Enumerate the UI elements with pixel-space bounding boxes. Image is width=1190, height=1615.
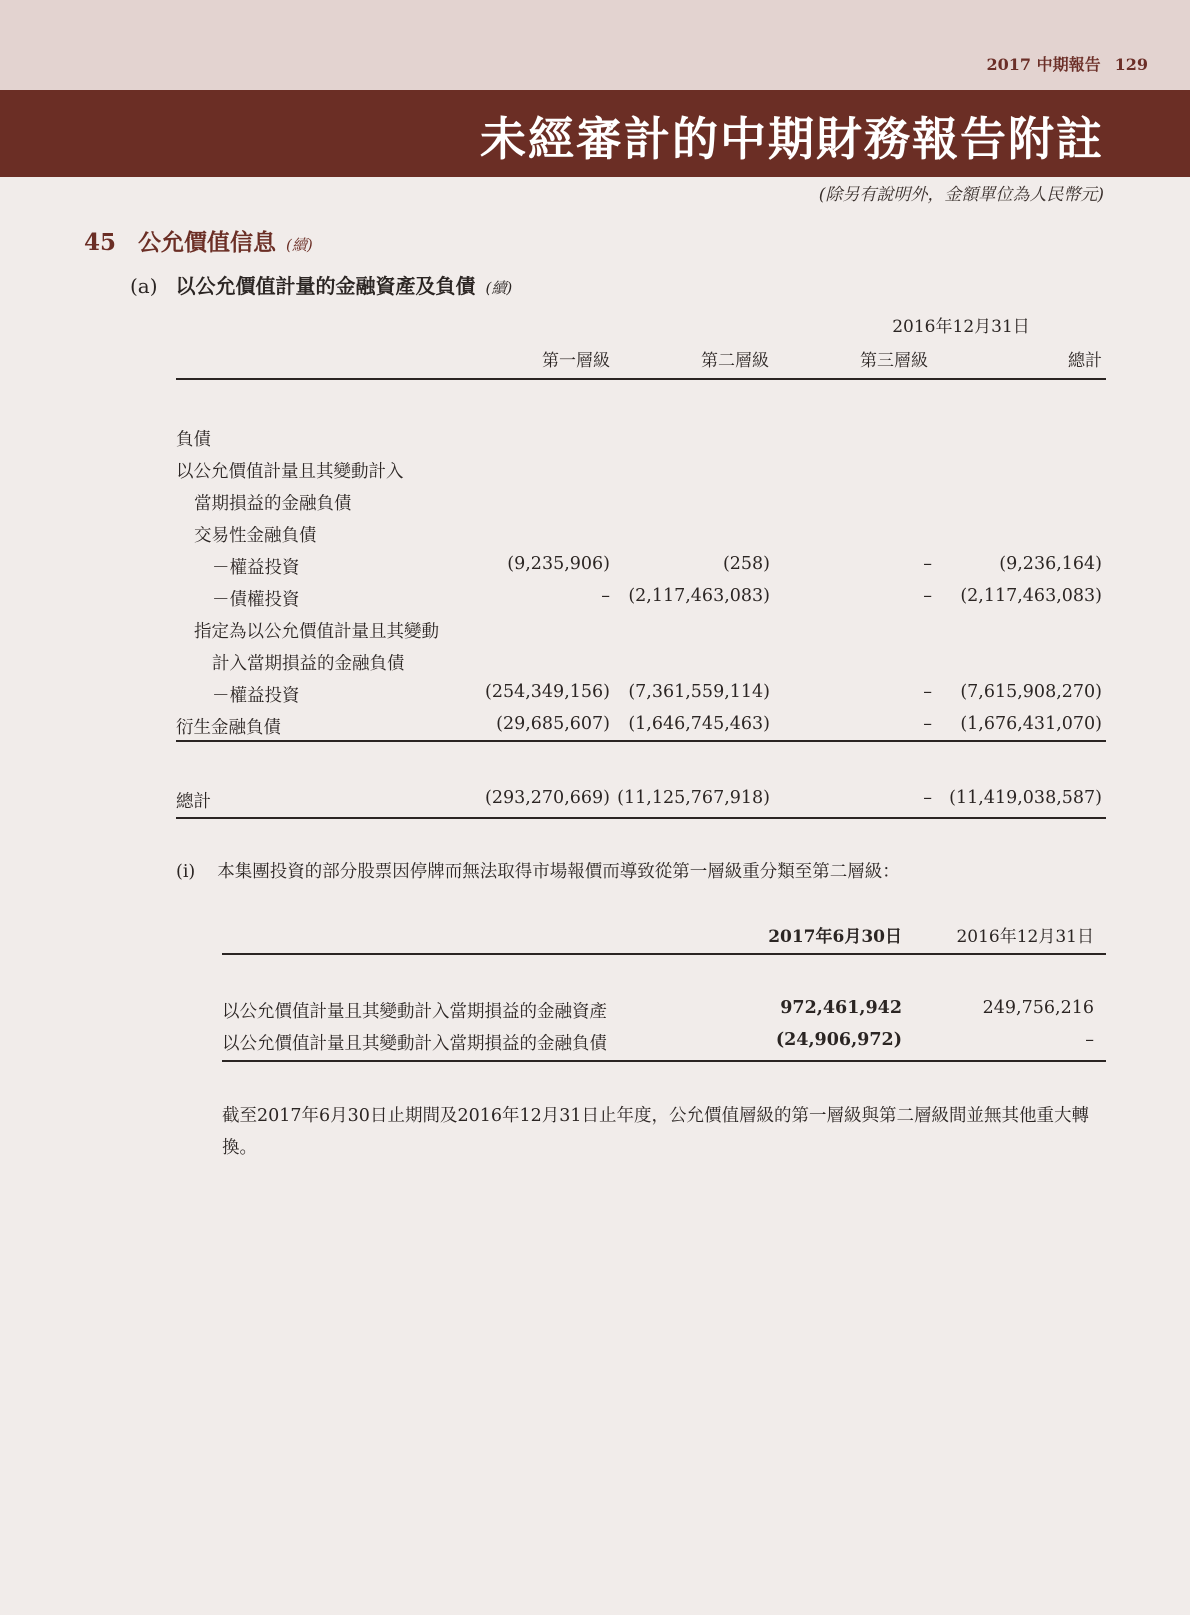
cell-level-3: – [923,554,932,574]
table-b-bottom-rule [222,1060,1106,1062]
col-2017-jun: 2017年6月30日 [768,927,902,947]
note-text: 本集團投資的部分股票因停牌而無法取得市場報價而導致從第一層級重分類至第二層級： [217,862,900,882]
row-label: 指定為以公允價值計量且其變動 [194,622,439,642]
subtotal-rule [176,740,1106,742]
cell-level-1: – [601,586,610,606]
top-band [0,0,1190,90]
table-column-headers [176,346,1106,370]
subsection-cont: (續) [485,279,513,297]
closing-paragraph: 截至2017年6月30日止期間及2016年12月31日止年度，公允價值層級的第一層級與第二層級間並無其他重大轉換。 [222,1106,1090,1158]
section-cont: (續) [286,236,313,254]
table-row [222,994,1106,1026]
row-label: 以公允價值計量且其變動計入當期損益的金融資產 [222,1002,607,1022]
page-title: 未經審計的中期財務報告附註 [480,112,1104,166]
cell-total: (7,615,908,270) [960,682,1102,702]
table-row [176,710,1106,742]
table-row [176,518,1106,550]
row-label: －權益投資 [212,686,300,706]
cell-level-2: (258) [722,554,770,574]
col-level-2: 第二層級 [701,351,769,371]
cell-level-1: (9,235,906) [507,554,610,574]
table-row [176,486,1106,518]
total-rule [176,817,1106,819]
total-row [176,784,1106,816]
col-2016-dec: 2016年12月31日 [956,927,1094,947]
table-row [176,614,1106,646]
row-label: 當期損益的金融負債 [194,494,352,514]
table-row [176,582,1106,614]
total-level-1: (293,270,669) [485,788,610,808]
cell-level-1: (254,349,156) [485,682,610,702]
table-b-header-rule [222,953,1106,955]
table-row [222,1026,1106,1058]
row-label: 交易性金融負債 [194,526,317,546]
unit-note: (除另有說明外，金額單位為人民幣元) [818,185,1104,205]
total-level-3: – [923,788,932,808]
title-bar [0,90,1190,177]
col-total: 總計 [1068,351,1102,371]
cell-level-1: (29,685,607) [496,714,610,734]
cell-total: (9,236,164) [999,554,1102,574]
cell-2016-dec: – [1085,1030,1094,1050]
cell-total: (2,117,463,083) [960,586,1102,606]
table-row [176,454,1106,486]
row-label: －債權投資 [212,590,300,610]
table-row [176,422,1106,454]
page-number: 129 [1114,55,1148,74]
cell-2016-dec: 249,756,216 [982,998,1094,1018]
table-rows [176,422,1106,742]
col-level-3: 第三層級 [860,351,928,371]
row-label: 以公允價值計量且其變動計入當期損益的金融負債 [222,1034,607,1054]
row-label: －權益投資 [212,558,300,578]
cell-level-2: (2,117,463,083) [628,586,770,606]
total-label: 總計 [176,792,211,812]
table-date-header: 2016年12月31日 [892,317,1030,337]
cell-level-2: (7,361,559,114) [628,682,770,702]
cell-2017-jun: (24,906,972) [775,1030,902,1050]
note-label: (i) [176,862,196,882]
subsection-title: 以公允價值計量的金融資產及負債 [175,274,476,298]
section-title: 公允價值信息 [138,229,277,256]
cell-total: (1,676,431,070) [960,714,1102,734]
table-row [176,678,1106,710]
table-header-rule [176,378,1106,380]
total-total: (11,419,038,587) [949,788,1102,808]
running-header [986,52,1148,75]
row-label: 以公允價值計量且其變動計入 [176,462,404,482]
report-name: 2017 中期報告 [986,55,1101,74]
table-row [176,646,1106,678]
subsection-heading [130,270,512,299]
cell-level-3: – [923,682,932,702]
total-level-2: (11,125,767,918) [617,788,770,808]
cell-2017-jun: 972,461,942 [780,998,902,1018]
cell-level-3: – [923,714,932,734]
note-i [176,858,900,883]
subsection-label: (a) [130,274,158,298]
section-heading [84,224,313,257]
col-level-1: 第一層級 [542,351,610,371]
cell-level-2: (1,646,745,463) [628,714,770,734]
section-number: 45 [84,229,117,256]
cell-level-3: – [923,586,932,606]
row-label: 計入當期損益的金融負債 [212,654,405,674]
row-label: 負債 [176,430,211,450]
table-row [176,550,1106,582]
row-label: 衍生金融負債 [176,718,281,738]
